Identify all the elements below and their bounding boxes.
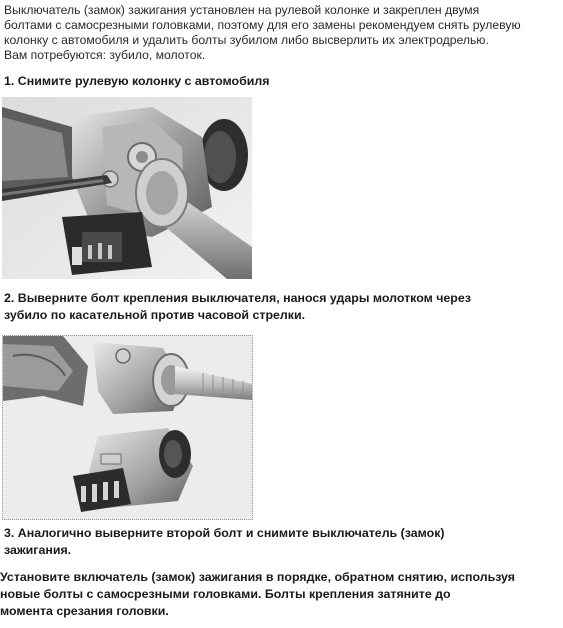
step-3-line: зажигания.: [4, 543, 72, 557]
step-3-line: 3. Аналогично выверните второй болт и снимите выключатель (замок): [4, 526, 445, 540]
step-3-heading: [4, 525, 504, 559]
installation-note: [0, 569, 560, 620]
step-2-line: зубило по касательной против часовой стрелки.: [4, 308, 306, 322]
step-1-heading: 1. Снимите рулевую колонку с автомобиля: [4, 74, 270, 88]
installation-note-line: новые болты с самосрезными головками. Болты крепления затяните до: [0, 587, 451, 601]
step-2-line: 2. Выверните болт крепления выключателя, нанося удары молотком через: [4, 291, 471, 305]
intro-text: [4, 3, 534, 63]
intro-line: колонку с автомобиля и удалить болты зубилом либо высверлить их электродрелью.: [4, 33, 489, 47]
intro-line: Выключатель (замок) зажигания установлен на рулевой колонке и закреплен двумя: [4, 3, 480, 17]
step-2-heading: [4, 290, 524, 324]
ignition-switch-removed-photo: [2, 335, 253, 520]
intro-line: Вам потребуются: зубило, молоток.: [4, 48, 206, 62]
installation-note-line: момента срезания головки.: [0, 604, 169, 618]
installation-note-line: Установите включатель (замок) зажигания в порядке, обратном снятию, используя: [0, 570, 516, 584]
steering-column-photo: [2, 97, 252, 279]
intro-line: болтами с самосрезными головками, поэтому для его замены рекомендуем снять рулевую: [4, 18, 521, 32]
